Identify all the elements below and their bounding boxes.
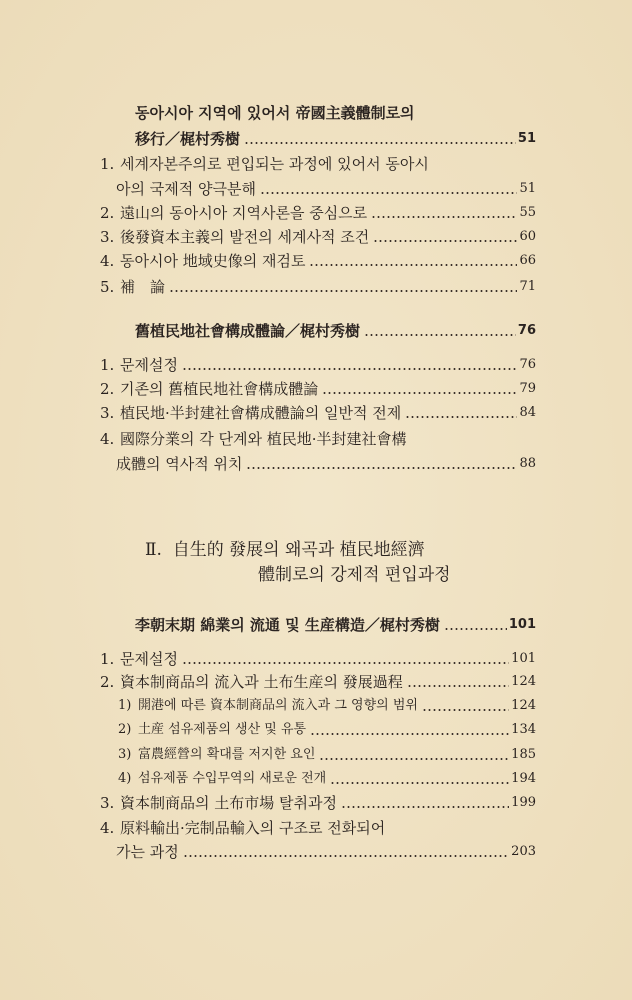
page-number: 76 xyxy=(519,357,536,372)
entry-number: 1. xyxy=(100,155,115,173)
entry-text: 原料輸出·完制品輸入의 구조로 전화되어 xyxy=(120,819,386,837)
toc-entry xyxy=(100,378,536,400)
toc-subentry xyxy=(118,719,536,741)
entry-text: 가는 과정 xyxy=(116,843,179,861)
dot-leader xyxy=(444,628,507,630)
toc-entry xyxy=(100,671,536,693)
page-number: 185 xyxy=(511,747,536,762)
toc-subentry xyxy=(118,695,536,717)
dot-leader xyxy=(341,806,509,808)
page-number: 194 xyxy=(511,771,536,786)
dot-leader xyxy=(169,290,517,292)
page-number: 101 xyxy=(508,617,536,632)
toc-entry xyxy=(100,792,536,814)
entry-number: 1) xyxy=(118,698,132,713)
entry-number: 2. xyxy=(100,204,115,222)
entry-number: 4. xyxy=(100,819,115,837)
dot-leader xyxy=(319,758,509,760)
page-number: 88 xyxy=(519,456,536,471)
chapter-title xyxy=(135,102,536,124)
chapter-title-entry xyxy=(135,128,536,150)
toc-subentry xyxy=(118,744,536,766)
page-number: 60 xyxy=(519,229,536,244)
entry-text: 資本制商品의 流入과 土布生産의 發展過程 xyxy=(120,673,403,691)
page-number: 51 xyxy=(519,181,536,196)
entry-text: 土産 섬유제품의 생산 및 유통 xyxy=(138,722,307,737)
page-number: 124 xyxy=(511,674,536,689)
chapter-title: 李朝末期 綿業의 流通 및 生産構造／梶村秀樹 xyxy=(135,616,440,634)
entry-text: 遠山의 동아시아 지역사론을 중심으로 xyxy=(120,204,368,222)
dot-leader xyxy=(183,855,509,857)
entry-text: 아의 국제적 양극분해 xyxy=(116,180,256,198)
section-title-line: 體制로의 강제적 편입과정 xyxy=(258,565,451,585)
entry-text: 섬유제품 수입무역의 새로운 전개 xyxy=(138,771,327,786)
entry-number: 3. xyxy=(100,404,115,422)
section-heading-cont xyxy=(258,560,451,585)
page-number: 71 xyxy=(519,279,536,294)
toc-entry-cont xyxy=(116,453,536,475)
entry-text: 開港에 따른 資本制商品의 流入과 그 영향의 범위 xyxy=(138,698,418,713)
page-number: 203 xyxy=(511,844,536,859)
dot-leader xyxy=(422,709,509,711)
entry-text: 補 論 xyxy=(120,278,166,296)
chapter-title-entry xyxy=(135,614,536,636)
toc-entry xyxy=(100,250,536,272)
toc-entry-cont xyxy=(116,178,536,200)
page-number: 84 xyxy=(519,405,536,420)
entry-text: 植民地·半封建社會構成體論의 일반적 전제 xyxy=(120,404,402,422)
section-title-line: 自生的 發展의 왜곡과 植民地經濟 xyxy=(172,540,425,560)
entry-text: 세계자본주의로 편입되는 과정에 있어서 동아시 xyxy=(120,155,429,173)
dot-leader xyxy=(405,416,517,418)
section-numeral: Ⅱ. xyxy=(145,540,162,560)
toc-entry xyxy=(100,428,536,450)
chapter-title: 舊植民地社會構成體論／梶村秀樹 xyxy=(135,322,361,340)
dot-leader xyxy=(244,142,516,144)
toc-subentry xyxy=(118,768,536,790)
page-number: 134 xyxy=(511,722,536,737)
toc-entry xyxy=(100,202,536,224)
section-heading xyxy=(145,535,425,560)
entry-number: 1. xyxy=(100,650,115,668)
dot-leader xyxy=(330,782,509,784)
page-number: 66 xyxy=(519,253,536,268)
toc-entry xyxy=(100,276,536,298)
entry-text: 기존의 舊植民地社會構成體論 xyxy=(120,380,319,398)
entry-number: 4) xyxy=(118,771,132,786)
entry-text: 成體의 역사적 위치 xyxy=(116,455,243,473)
toc-entry-cont xyxy=(116,841,536,863)
page-number: 101 xyxy=(511,651,536,666)
page-number: 51 xyxy=(517,131,536,146)
page-number: 124 xyxy=(511,698,536,713)
entry-text: 國際分業의 각 단계와 植民地·半封建社會構 xyxy=(120,430,407,448)
entry-number: 2. xyxy=(100,380,115,398)
toc-entry xyxy=(100,226,536,248)
entry-number: 3) xyxy=(118,747,132,762)
dot-leader xyxy=(309,264,517,266)
dot-leader xyxy=(371,216,517,218)
dot-leader xyxy=(364,334,516,336)
entry-number: 5. xyxy=(100,278,115,296)
toc-entry xyxy=(100,354,536,376)
entry-text: 後發資本主義의 발전의 세계사적 조건 xyxy=(120,228,370,246)
dot-leader xyxy=(322,392,517,394)
dot-leader xyxy=(310,733,509,735)
chapter-title-entry xyxy=(135,320,536,342)
entry-text: 資本制商品의 土布市場 탈취과정 xyxy=(120,794,337,812)
dot-leader xyxy=(246,467,517,469)
entry-text: 문제설정 xyxy=(120,356,178,374)
toc-entry xyxy=(100,648,536,670)
toc-entry xyxy=(100,402,536,424)
page-number: 199 xyxy=(511,795,536,810)
toc-entry xyxy=(100,153,536,175)
page-number: 76 xyxy=(517,323,536,338)
dot-leader xyxy=(182,662,509,664)
dot-leader xyxy=(407,685,509,687)
entry-number: 2) xyxy=(118,722,132,737)
dot-leader xyxy=(260,192,518,194)
entry-number: 1. xyxy=(100,356,115,374)
page-number: 55 xyxy=(519,205,536,220)
page-number: 79 xyxy=(519,381,536,396)
entry-number: 4. xyxy=(100,430,115,448)
toc-entry xyxy=(100,817,536,839)
entry-number: 3. xyxy=(100,228,115,246)
dot-leader xyxy=(182,368,517,370)
entry-text: 문제설정 xyxy=(120,650,178,668)
dot-leader xyxy=(373,240,517,242)
entry-text: 富農經營의 확대를 저지한 요인 xyxy=(138,747,316,762)
entry-text: 동아시아 地域史像의 재검토 xyxy=(120,252,306,270)
entry-number: 2. xyxy=(100,673,115,691)
entry-number: 4. xyxy=(100,252,115,270)
entry-number: 3. xyxy=(100,794,115,812)
chapter-title-line: 동아시아 지역에 있어서 帝國主義體制로의 xyxy=(135,104,415,122)
chapter-title-line: 移行／梶村秀樹 xyxy=(135,130,241,148)
